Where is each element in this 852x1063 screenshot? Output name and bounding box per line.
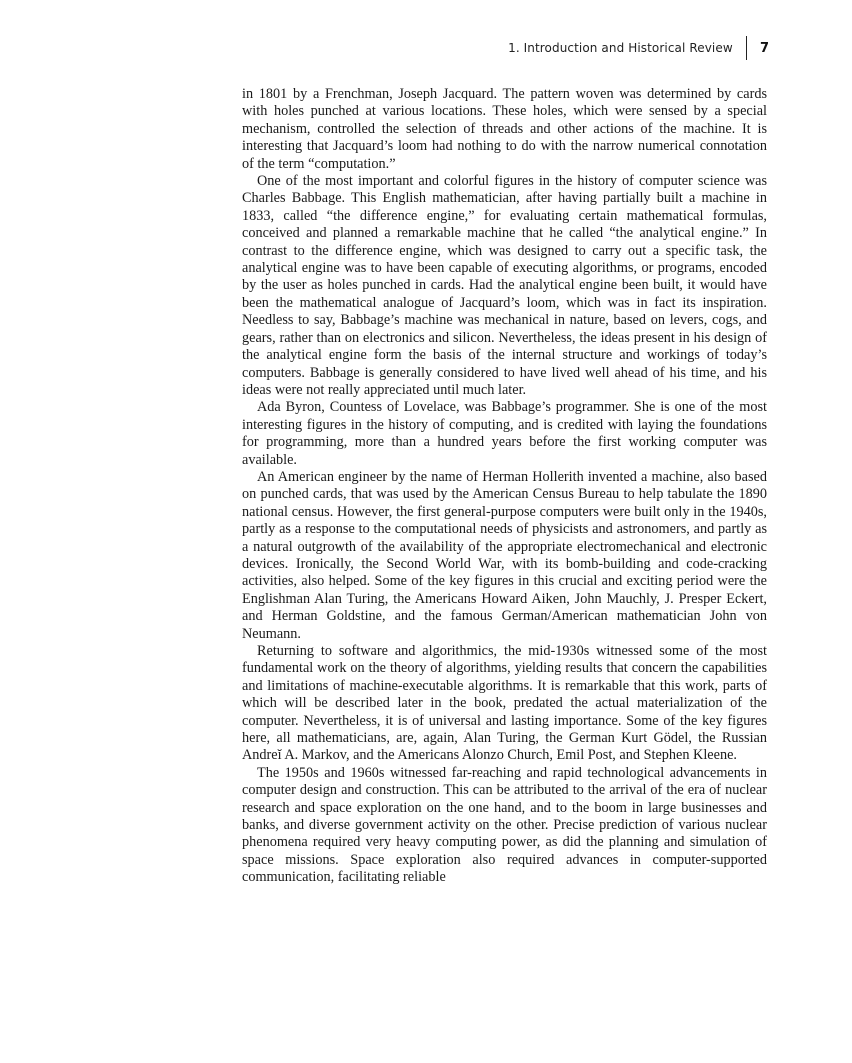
running-head: [508, 36, 769, 60]
paragraph-babbage: One of the most important and colorful figures in the history of computer science was Charles Babbage. This English mathematician, after having partially built a machine in 1833, called “the difference engine,” for evaluating certain mathematical formulas, conceived and planned a remarkable machine that he called “the analytical engine.” In contrast to the difference engine, which was designed to carry out a specific task, the analytical engine was to have been capable of executing algorithms, or programs, encoded by the user as holes punched in cards. Had the analytical engine been built, it would have been the mathematical analogue of Jacquard’s loom, which was in fact its inspiration. Needless to say, Babbage’s machine was mechanical in nature, based on levers, cogs, and gears, rather than on electronics and silicon. Nevertheless, the ideas present in his design of the analytical engine form the basis of the internal structure and workings of today’s computers. Babbage is generally considered to have lived well ahead of his time, and his ideas were not really appreciated until much later.: [242, 173, 767, 398]
paragraph-hollerith: An American engineer by the name of Herman Hollerith invented a machine, also based on punched cards, that was used by the American Census Bureau to help tabulate the 1890 national census. However, the first general-purpose computers were built only in the 1940s, partly as a response to the computational needs of physicists and astronomers, and partly as a natural outgrowth of the availability of the appropriate electromechanical and electronic devices. Ironically, the Second World War, with its bomb-building and code-cracking activities, also helped. Some of the key figures in this crucial and exciting period were the Englishman Alan Turing, the Americans Howard Aiken, John Mauchly, J. Presper Eckert, and Herman Goldstine, and the famous German/American mathematician John von Neumann.: [242, 468, 767, 642]
paragraph-theory-of-algorithms: Returning to software and algorithmics, the mid-1930s witnessed some of the most fundamental work on the theory of algorithms, yielding results that concern the capabilities and limitations of machine-executable algorithms. It is remarkable that this work, parts of which will be described later in the book, predated the actual materialization of the computer. Nevertheless, it is of universal and lasting importance. Some of the key figures here, all mathematicians, are, again, Alan Turing, the German Kurt Gödel, the Russian Andreĭ A. Markov, and the Americans Alonzo Church, Emil Post, and Stephen Kleene.: [242, 643, 767, 764]
header-divider: [746, 36, 747, 60]
paragraph-jacquard-continued: in 1801 by a Frenchman, Joseph Jacquard. The pattern woven was determined by cards with holes punched at various locations. These holes, which were sensed by a special mechanism, controlled the selection of threads and other actions of the machine. It is interesting that Jacquard’s loom had nothing to do with the narrow numerical connotation of the term “computation.”: [242, 86, 767, 172]
body-text: [242, 86, 767, 887]
running-title: 1. Introduction and Historical Review: [508, 41, 733, 55]
paragraph-ada-byron: Ada Byron, Countess of Lovelace, was Babbage’s programmer. She is one of the most interesting figures in the history of computing, and is credited with laying the foundations for programming, more than a hundred years before the first working computer was available.: [242, 399, 767, 468]
page-number: 7: [759, 40, 769, 56]
paragraph-1950s-1960s: The 1950s and 1960s witnessed far-reaching and rapid technological advancements in computer design and construction. This can be attributed to the arrival of the era of nuclear research and space exploration on the one hand, and to the boom in large businesses and banks, and diverse government activity on the other. Precise prediction of various nuclear phenomena required very heavy computing power, as did the planning and simulation of space missions. Space exploration also required advances in computer-supported communication, facilitating reliable: [242, 764, 767, 886]
